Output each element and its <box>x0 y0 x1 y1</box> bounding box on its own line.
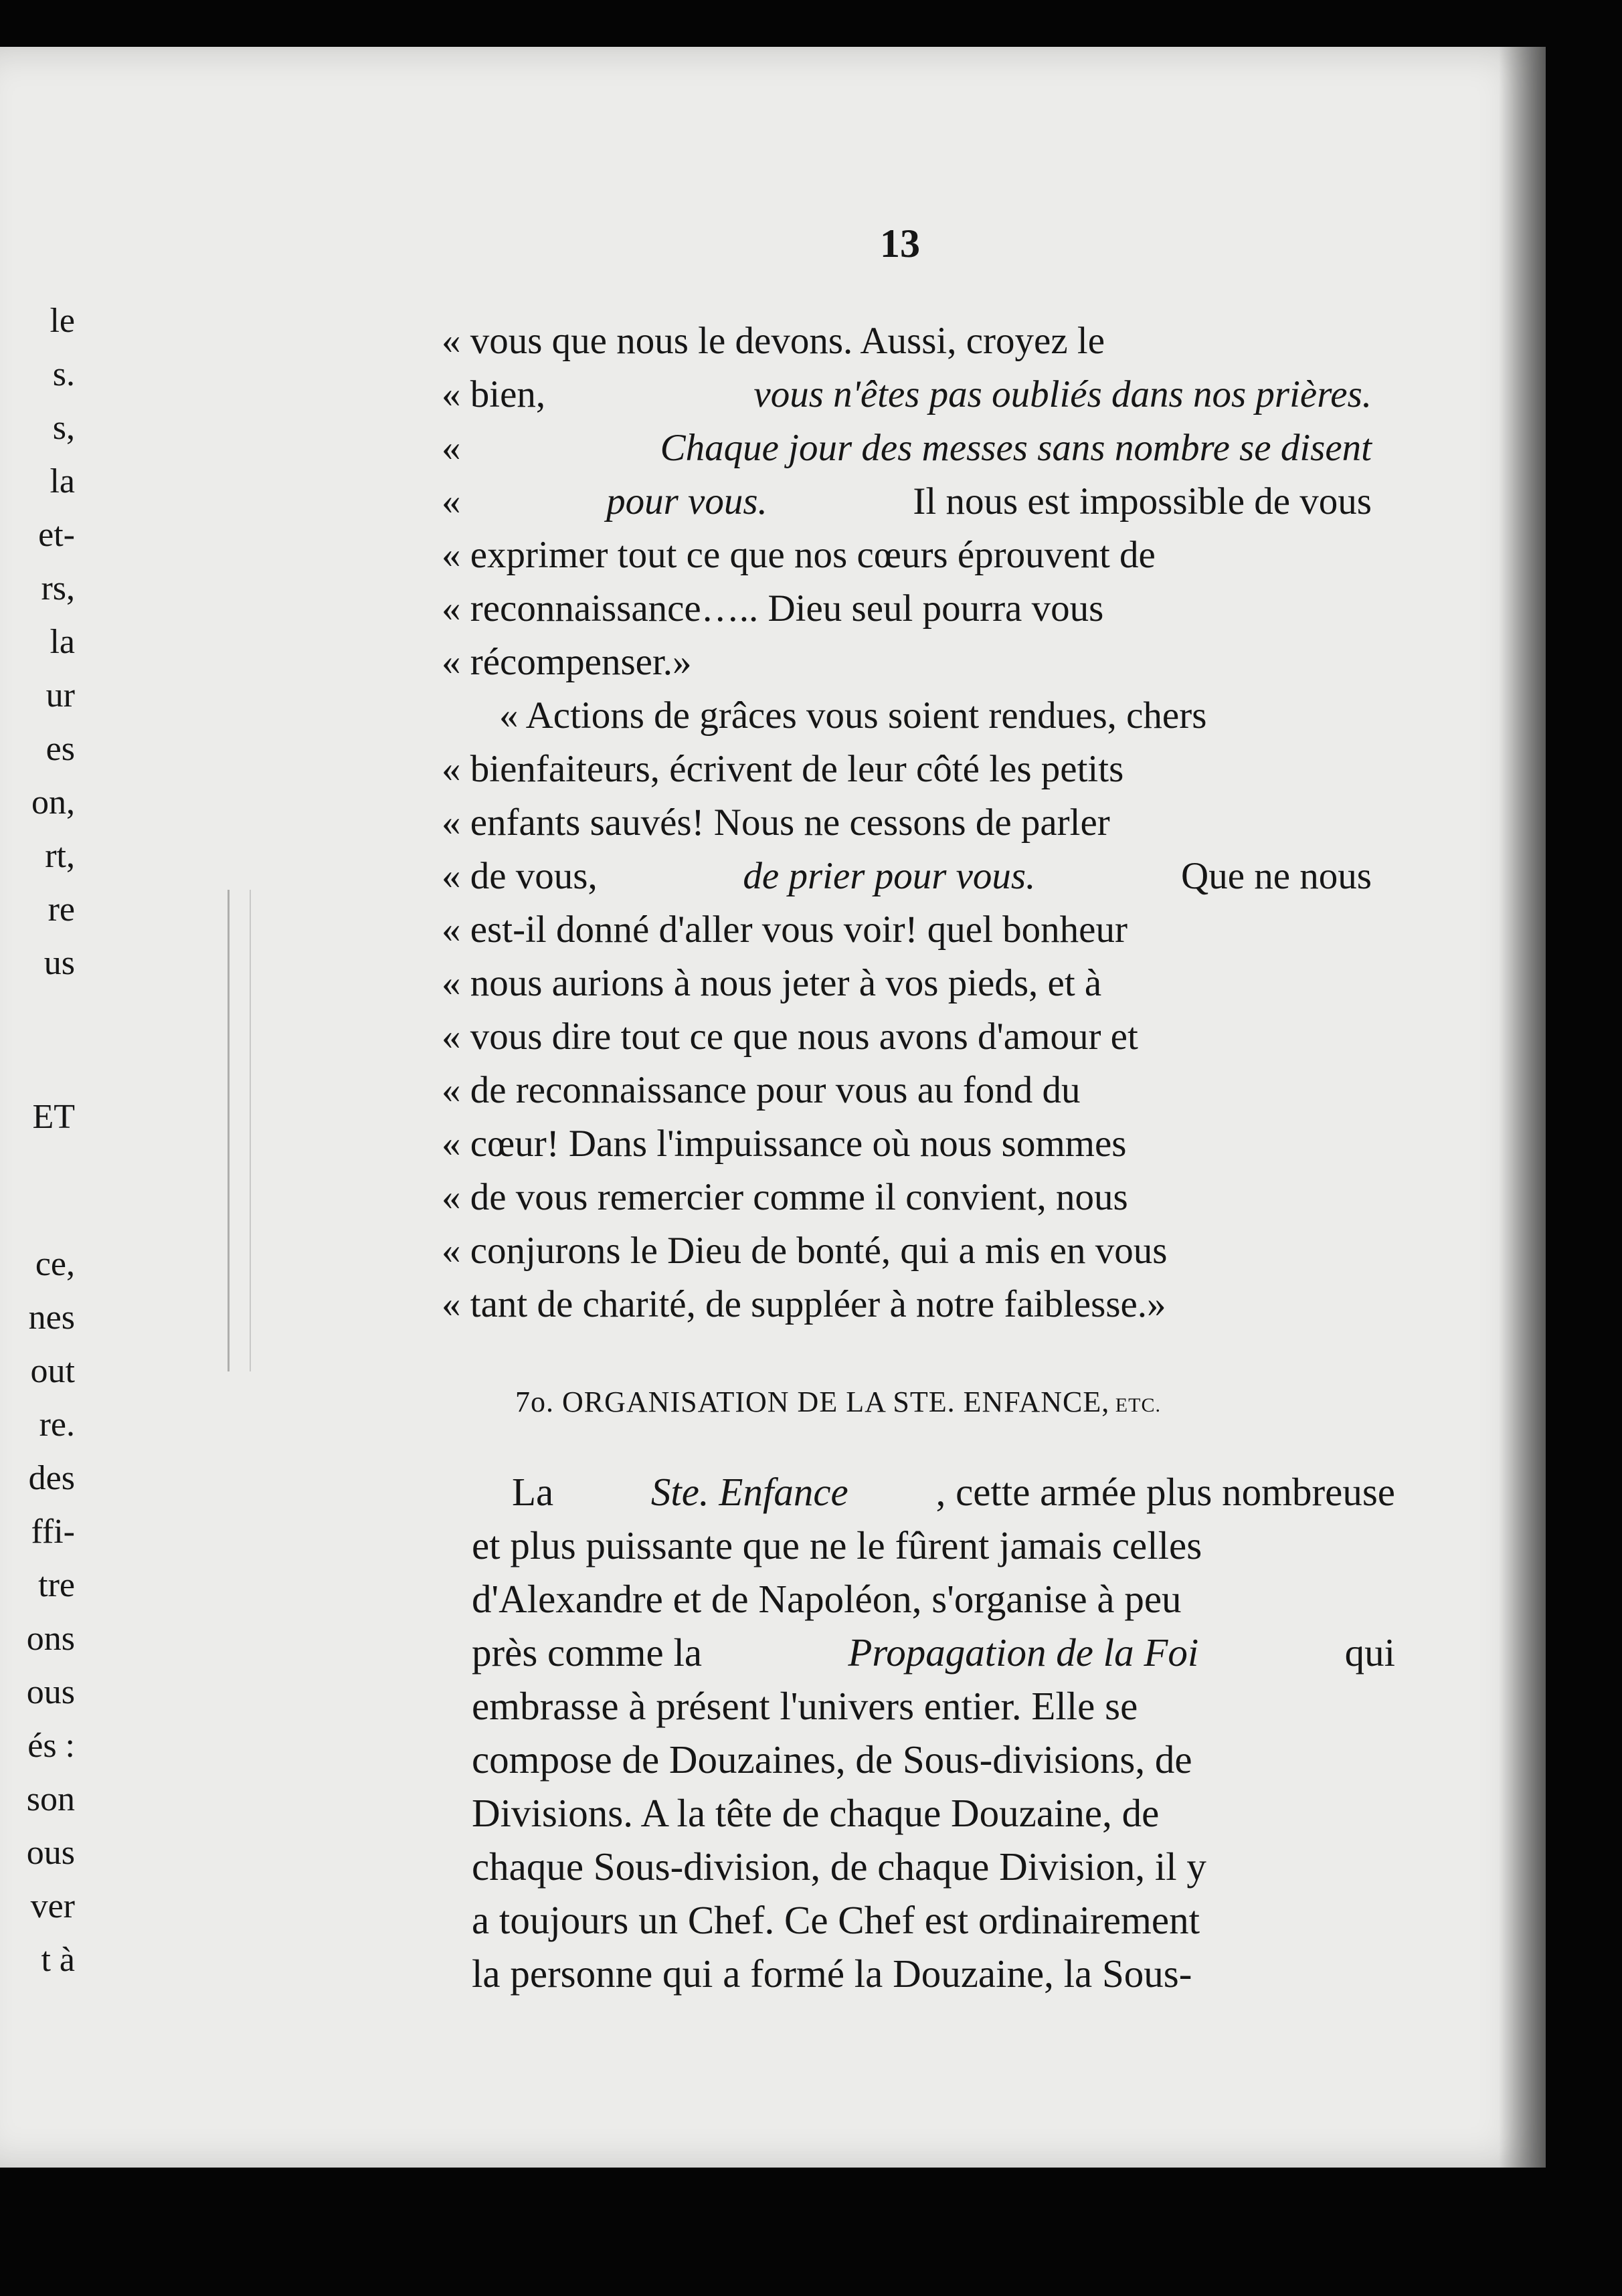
text-span: d'Alexandre et de Napoléon, s'organise à peu <box>472 1577 1182 1621</box>
text-line <box>472 1947 1395 2000</box>
text-line <box>472 1893 1395 1947</box>
fragment-line: la <box>50 623 75 661</box>
text-line <box>442 903 1372 957</box>
text-line <box>442 689 1372 743</box>
text-line <box>442 743 1372 796</box>
fragment-line: et- <box>38 516 75 554</box>
fragment-line: ce, <box>35 1245 75 1283</box>
fragment-line: out <box>30 1352 75 1390</box>
text-span: « récompenser.» <box>442 641 692 683</box>
text-line <box>442 582 1372 636</box>
text-span: « bienfaiteurs, écrivent de leur côté les petits <box>442 748 1124 790</box>
fragment-line: és : <box>27 1727 75 1765</box>
text-line <box>442 1278 1372 1331</box>
text-line <box>442 957 1372 1010</box>
fragment-line: ur <box>46 676 75 714</box>
text-span: la personne qui a formé la Douzaine, la Sous- <box>472 1951 1192 1996</box>
text-span: La <box>512 1470 563 1514</box>
text-line <box>442 636 1372 689</box>
text-line <box>442 1224 1372 1278</box>
italic-span: Propagation de la Foi <box>848 1630 1199 1675</box>
text-line <box>472 1626 1395 1679</box>
text-line <box>442 368 1372 421</box>
fragment-line: t à <box>41 1941 75 1979</box>
text-line <box>472 1786 1395 1840</box>
fragment-line: la <box>50 462 75 500</box>
body-paragraph <box>472 1465 1395 2000</box>
text-line <box>472 1465 1395 1519</box>
text-line <box>472 1840 1395 1893</box>
italic-span: Ste. Enfance <box>650 1470 848 1514</box>
fragment-line: on, <box>31 783 75 822</box>
text-span: « tant de charité, de suppléer à notre faiblesse.» <box>442 1283 1166 1325</box>
text-span: a toujours un Chef. Ce Chef est ordinairement <box>472 1898 1200 1942</box>
text-span: « vous dire tout ce que nous avons d'amour et <box>442 1016 1138 1058</box>
text-line <box>442 1010 1372 1064</box>
fragment-line: rs, <box>41 569 75 607</box>
fragment-line: re <box>48 890 75 929</box>
quoted-letter <box>442 314 1372 1331</box>
fragment-line: le <box>50 302 75 340</box>
fragment-line: ons <box>26 1620 75 1658</box>
fragment-line: ET <box>32 1098 75 1136</box>
text-line <box>442 529 1372 582</box>
text-span: compose de Douzaines, de Sous-divisions, de <box>472 1737 1192 1782</box>
page-number: 13 <box>880 221 920 266</box>
text-line <box>442 475 1372 529</box>
text-span: « nous aurions à nous jeter à vos pieds, et à <box>442 962 1102 1004</box>
book-page <box>0 47 1546 2168</box>
text-span: « reconnaissance….. Dieu seul pourra vous <box>442 587 1104 630</box>
text-span: près comme la <box>472 1630 712 1675</box>
fragment-line: ous <box>26 1673 75 1711</box>
text-span: et plus puissante que ne le fûrent jamais celles <box>472 1523 1202 1567</box>
text-span: « est-il donné d'aller vous voir! quel bonheur <box>442 908 1128 951</box>
text-span: « exprimer tout ce que nos cœurs éprouvent de <box>442 534 1156 576</box>
section-heading <box>515 1385 1345 1419</box>
text-span: chaque Sous-division, de chaque Division, il y <box>472 1844 1206 1889</box>
text-span: Divisions. A la tête de chaque Douzaine, de <box>472 1791 1160 1835</box>
text-span: Que ne nous <box>1181 855 1372 897</box>
fragment-line: us <box>43 944 75 982</box>
text-line <box>472 1572 1395 1626</box>
text-span: qui <box>1334 1630 1395 1675</box>
italic-span: de prier pour vous. <box>743 855 1036 897</box>
fragment-line: nes <box>28 1299 75 1337</box>
text-span: « bien, <box>442 373 546 415</box>
section-heading-suffix: ETC. <box>1109 1394 1161 1416</box>
text-span: « <box>442 480 461 522</box>
italic-span: vous n'êtes pas oubliés dans nos prières. <box>753 373 1372 415</box>
italic-span: pour vous. <box>606 480 768 522</box>
fragment-line: s. <box>52 355 75 393</box>
fragment-line: son <box>26 1780 75 1818</box>
text-span: « cœur! Dans l'impuissance où nous sommes <box>442 1123 1127 1165</box>
section-heading-text: 7o. ORGANISATION DE LA STE. ENFANCE, <box>515 1385 1110 1418</box>
text-span: « <box>442 427 461 469</box>
fragment-line: rt, <box>45 837 75 875</box>
text-line <box>442 1117 1372 1171</box>
text-line <box>472 1733 1395 1786</box>
text-line <box>472 1519 1395 1572</box>
fragment-line: s, <box>52 409 75 447</box>
fragment-line: es <box>46 730 75 768</box>
fragment-line: tre <box>38 1566 75 1604</box>
text-line <box>442 796 1372 850</box>
fragment-line: ous <box>26 1834 75 1872</box>
text-span: , cette armée plus nombreuse <box>935 1470 1395 1514</box>
text-line <box>442 314 1372 368</box>
fragment-line: re. <box>39 1406 75 1444</box>
gutter-fold-mark <box>228 890 251 1371</box>
text-span: « vous que nous le devons. Aussi, croyez le <box>442 320 1105 362</box>
text-line <box>442 1171 1372 1224</box>
text-line <box>442 421 1372 475</box>
fragment-line: ffi- <box>31 1513 75 1551</box>
text-line <box>472 1679 1395 1733</box>
text-line <box>442 1064 1372 1117</box>
text-span: Il nous est impossible de vous <box>913 480 1372 522</box>
italic-span: Chaque jour des messes sans nombre se disent <box>660 427 1372 469</box>
text-span: embrasse à présent l'univers entier. Elle se <box>472 1684 1138 1728</box>
text-span: « de vous remercier comme il convient, nous <box>442 1176 1128 1218</box>
text-span: « conjurons le Dieu de bonté, qui a mis en vous <box>442 1230 1168 1272</box>
text-span: « de vous, <box>442 855 598 897</box>
text-line <box>442 850 1372 903</box>
text-span: « enfants sauvés! Nous ne cessons de parler <box>442 801 1110 844</box>
fragment-line: des <box>28 1459 75 1497</box>
text-span: « de reconnaissance pour vous au fond du <box>442 1069 1081 1111</box>
facing-page-fragment <box>0 47 100 2168</box>
text-span: « Actions de grâces vous soient rendues, chers <box>499 694 1207 737</box>
fragment-line: ver <box>30 1887 75 1925</box>
